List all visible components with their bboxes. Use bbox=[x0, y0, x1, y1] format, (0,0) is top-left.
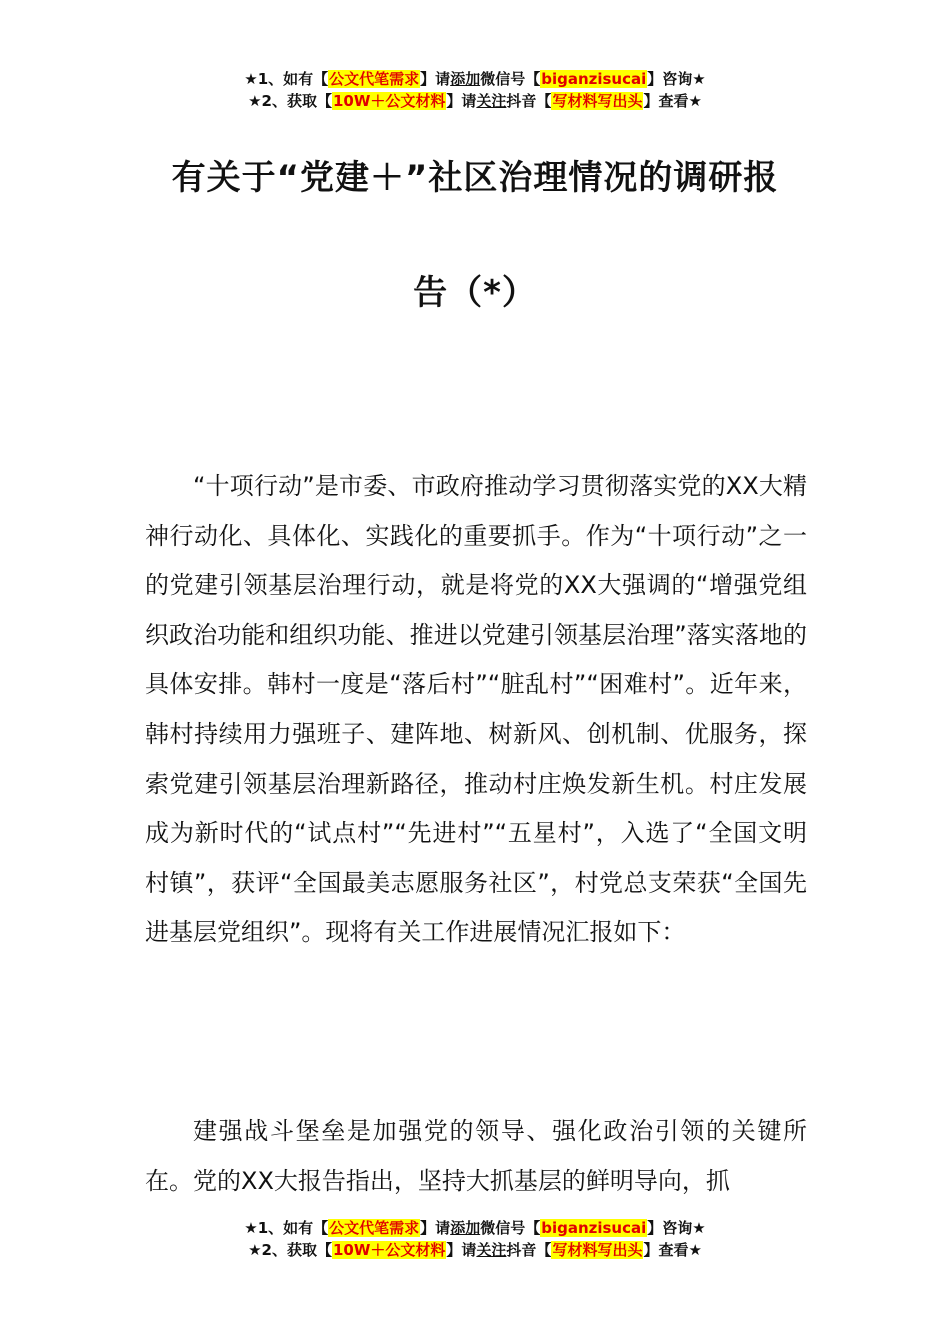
document-title-line-2: 告（*） bbox=[413, 273, 537, 313]
document-title-line-1: 有关于“党建＋”社区治理情况的调研报 bbox=[171, 158, 779, 198]
banner-text: 1、如有【 bbox=[257, 70, 329, 88]
star-icon: ★ bbox=[244, 70, 258, 88]
paragraph-2 bbox=[145, 1107, 807, 1206]
banner-text: 】查看★ bbox=[643, 1241, 702, 1259]
banner-text: 】请 bbox=[446, 1241, 477, 1259]
banner-text: 】咨询★ bbox=[647, 1219, 706, 1237]
highlight-wechat-id: biganzisucai bbox=[541, 1219, 647, 1237]
banner-line-2 bbox=[0, 1239, 950, 1261]
highlight-materials: 10W＋公文材料 bbox=[332, 92, 446, 110]
highlight-douyin: 写材料写出头 bbox=[552, 1241, 643, 1259]
banner-text: 】咨询★ bbox=[647, 70, 706, 88]
banner-emphasis: 关注 bbox=[476, 92, 507, 110]
banner-line-1 bbox=[0, 68, 950, 90]
banner-text: 1、如有【 bbox=[257, 1219, 329, 1237]
highlight-douyin: 写材料写出头 bbox=[552, 92, 643, 110]
banner-line-2 bbox=[0, 90, 950, 112]
star-icon: ★ bbox=[244, 1219, 258, 1237]
star-icon: ★ bbox=[248, 92, 262, 110]
banner-text: 】请 bbox=[446, 92, 477, 110]
banner-text: 微信号【 bbox=[480, 1219, 541, 1237]
paragraph-2-text: 建强战斗堡垒是加强党的领导、强化政治引领的关键所在。党的XX大报告指出，坚持大抓基层的鲜明导向，抓 bbox=[145, 1117, 807, 1195]
banner-text: 2、获取【 bbox=[261, 1241, 332, 1259]
banner-text: 】请 bbox=[420, 70, 451, 88]
footer-banner bbox=[0, 1217, 950, 1261]
banner-text: 2、获取【 bbox=[261, 92, 332, 110]
banner-text: 抖音【 bbox=[506, 1241, 552, 1259]
highlight-service: 公文代笔需求 bbox=[329, 1219, 420, 1237]
highlight-materials: 10W＋公文材料 bbox=[332, 1241, 446, 1259]
banner-text: 】查看★ bbox=[643, 92, 702, 110]
header-banner bbox=[0, 68, 950, 112]
banner-emphasis: 添加 bbox=[450, 70, 481, 88]
star-icon: ★ bbox=[248, 1241, 262, 1259]
paragraph-1 bbox=[145, 462, 807, 958]
banner-emphasis: 添加 bbox=[450, 1219, 481, 1237]
highlight-wechat-id: biganzisucai bbox=[541, 70, 647, 88]
banner-line-1 bbox=[0, 1217, 950, 1239]
paragraph-1-text: “十项行动”是市委、市政府推动学习贯彻落实党的XX大精神行动化、具体化、实践化的重要抓手。作为“十项行动”之一的党建引领基层治理行动，就是将党的XX大强调的“增强党组织政治功能和组织功能、推进以党建引领基层治理”落实落地的具体安排。韩村一度是“落后村”“脏乱村”“困难村”。近年来，韩村持续用力强班子、建阵地、树新风、创机制、优服务，探索党建引领基层治理新路径，推动村庄焕发新生机。村庄发展成为新时代的“试点村”“先进村”“五星村”，入选了“全国文明村镇”，获评“全国最美志愿服务社区”，村党总支荣获“全国先进基层党组织”。现将有关工作进展情况汇报如下： bbox=[145, 472, 807, 947]
highlight-service: 公文代笔需求 bbox=[329, 70, 420, 88]
banner-text: 微信号【 bbox=[480, 70, 541, 88]
banner-text: 抖音【 bbox=[506, 92, 552, 110]
banner-text: 】请 bbox=[420, 1219, 451, 1237]
banner-emphasis: 关注 bbox=[476, 1241, 507, 1259]
